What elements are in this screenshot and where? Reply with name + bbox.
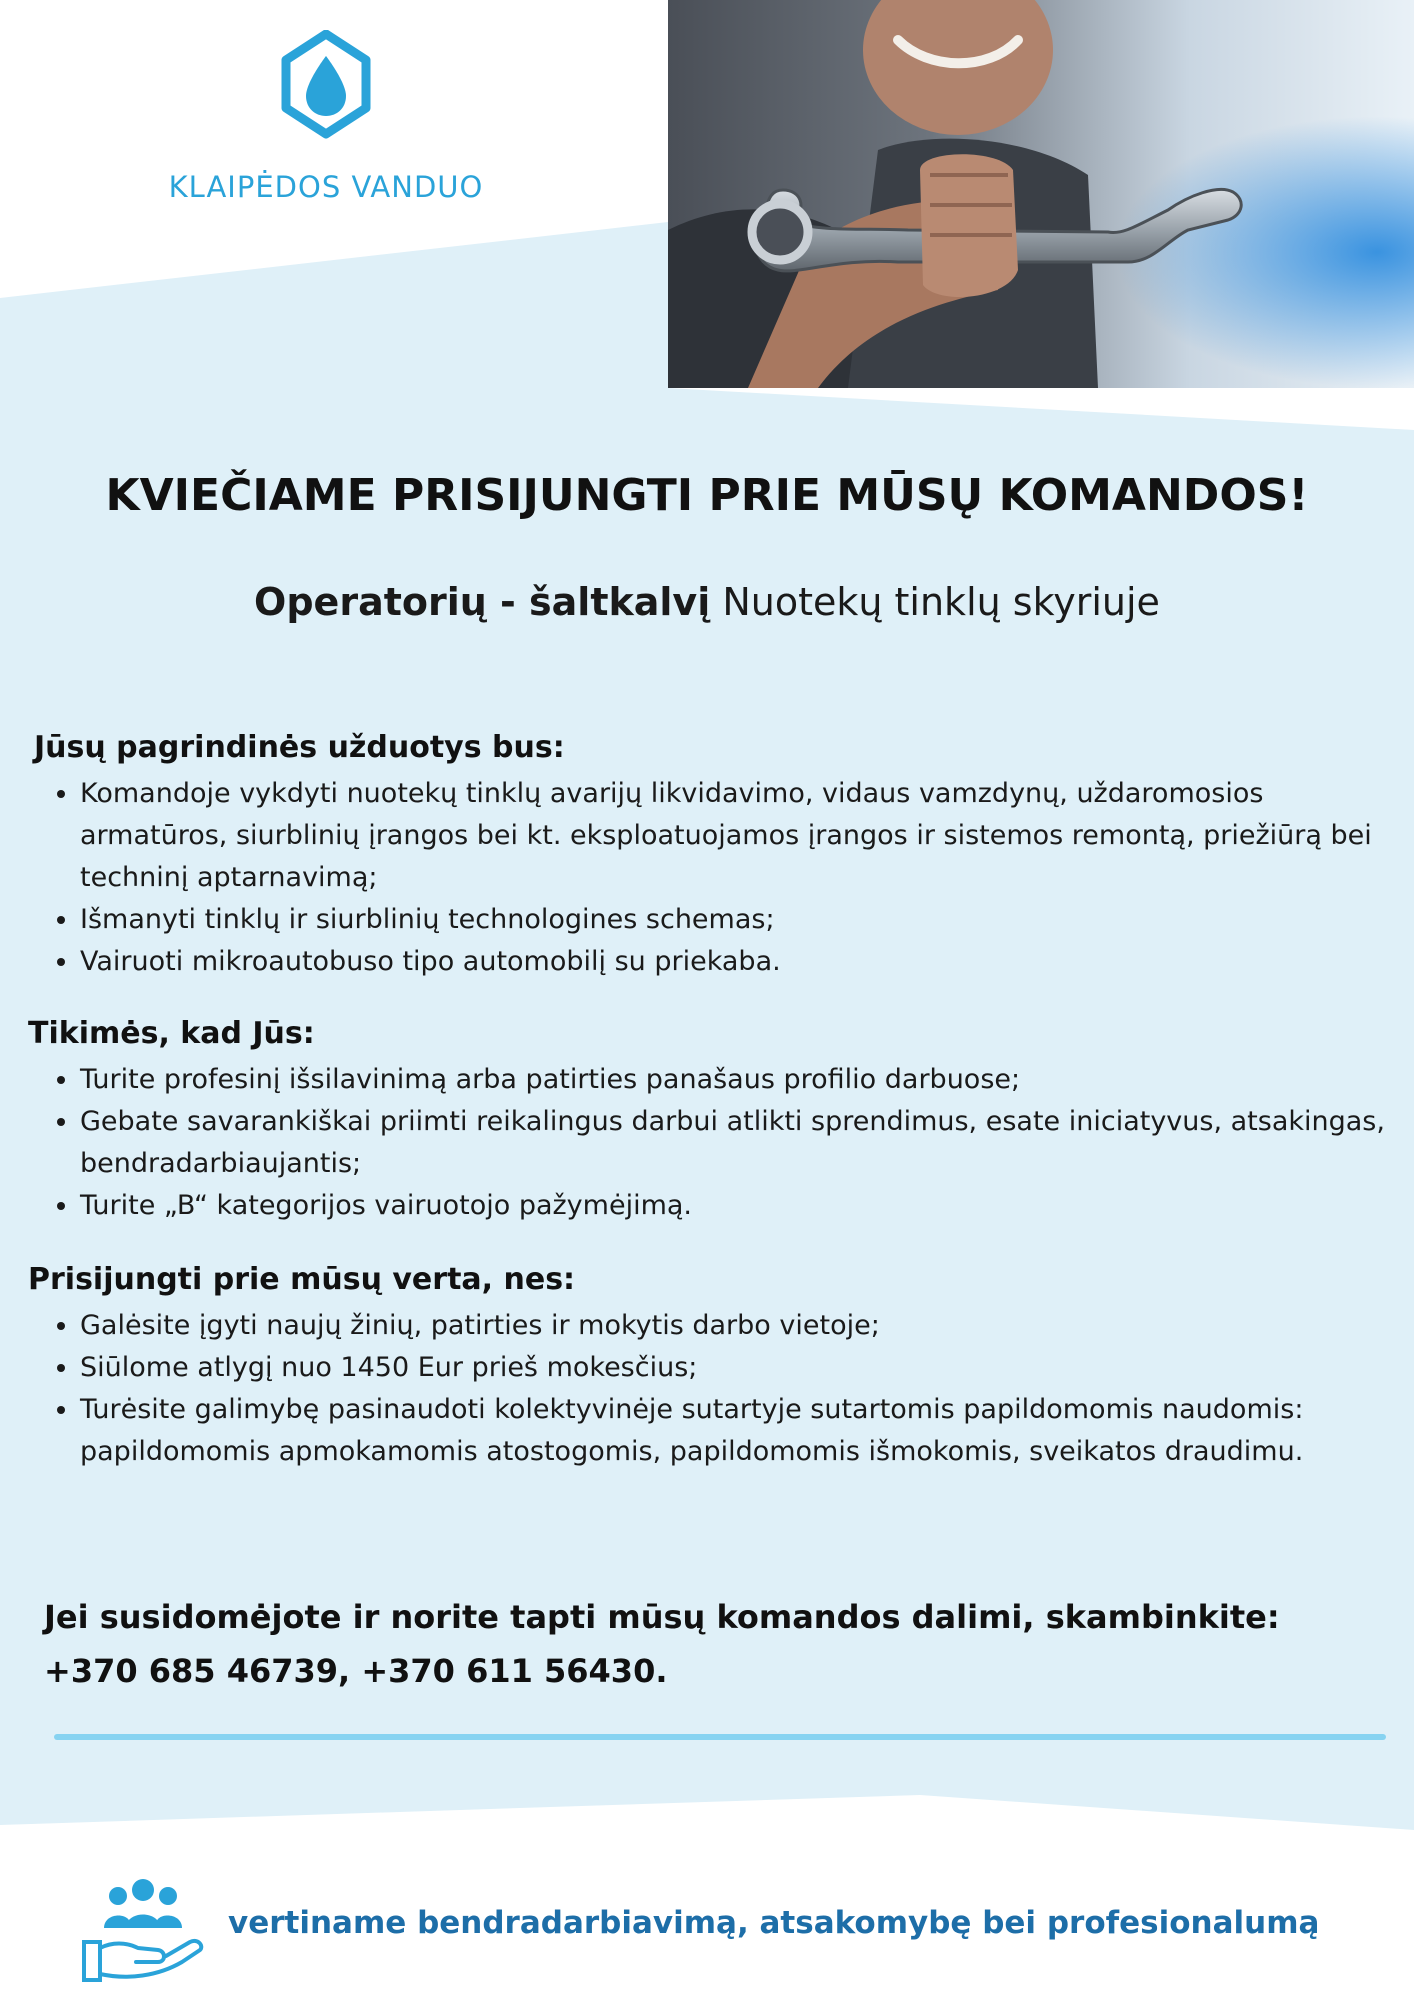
- list-item: • Turėsite galimybę pasinaudoti kolektyvinėje sutartyje sutartomis papildomomis naudomis: papildomomis apmokamomis atostogomis, papildomomis išmokomis, sveikatos draudimu.: [80, 1389, 1388, 1473]
- section-title: Tikimės, kad Jūs:: [28, 1016, 315, 1051]
- benefits-list: [28, 1305, 1388, 1473]
- section-title: Prisijungti prie mūsų verta, nes:: [28, 1262, 576, 1297]
- company-logo: [136, 30, 516, 210]
- worker-holding-wrench-photo: [668, 0, 1414, 388]
- expectations-list: [28, 1059, 1388, 1227]
- footer-motto: vertiname bendradarbiavimą, atsakomybę bei profesionalumą: [228, 1905, 1320, 1941]
- contact-phones: +370 685 46739, +370 611 56430.: [44, 1652, 668, 1690]
- section-expectations: [28, 1016, 1388, 1227]
- position-department: Nuotekų tinklų skyriuje: [722, 580, 1160, 624]
- position-name: Operatorių - šaltkalvį: [254, 580, 711, 624]
- section-benefits: [28, 1262, 1388, 1473]
- contact-block: [44, 1590, 1374, 1698]
- divider: [54, 1734, 1386, 1740]
- section-duties: [28, 730, 1388, 983]
- brand-name: KLAIPĖDOS VANDUO: [168, 170, 484, 204]
- list-item: • Išmanyti tinklų ir siurblinių technologines schemas;: [80, 899, 1388, 941]
- list-item: • Gebate savarankiškai priimti reikalingus darbui atlikti sprendimus, esate iniciatyvus, atsakingas, bendradarbiaujantis;: [80, 1101, 1388, 1185]
- duties-list: [28, 773, 1388, 983]
- list-item: • Galėsite įgyti naujų žinių, patirties ir mokytis darbo vietoje;: [80, 1305, 1388, 1347]
- position-title: [40, 580, 1374, 624]
- list-item: • Turite profesinį išsilavinimą arba patirties panašaus profilio darbuose;: [80, 1059, 1388, 1101]
- list-item: • Siūlome atlygį nuo 1450 Eur prieš mokesčius;: [80, 1347, 1388, 1389]
- team-hand-icon: [78, 1876, 208, 1986]
- list-item: • Turite „B“ kategorijos vairuotojo pažymėjimą.: [80, 1185, 1388, 1227]
- contact-text: Jei susidomėjote ir norite tapti mūsų komandos dalimi, skambinkite:: [44, 1598, 1280, 1636]
- list-item: • Komandoje vykdyti nuotekų tinklų avarijų likvidavimo, vidaus vamzdynų, uždaromosios armatūros, siurblinių įrangos bei kt. eksploatuojamos įrangos ir sistemos remontą, priežiūrą bei techninį aptarnavimą;: [80, 773, 1388, 899]
- list-item: • Vairuoti mikroautobuso tipo automobilį su priekaba.: [80, 941, 1388, 983]
- section-title: Jūsų pagrindinės užduotys bus:: [34, 730, 565, 765]
- water-drop-logo-icon: [276, 30, 376, 140]
- page-heading: KVIEČIAME PRISIJUNGTI PRIE MŪSŲ KOMANDOS!: [105, 470, 1309, 521]
